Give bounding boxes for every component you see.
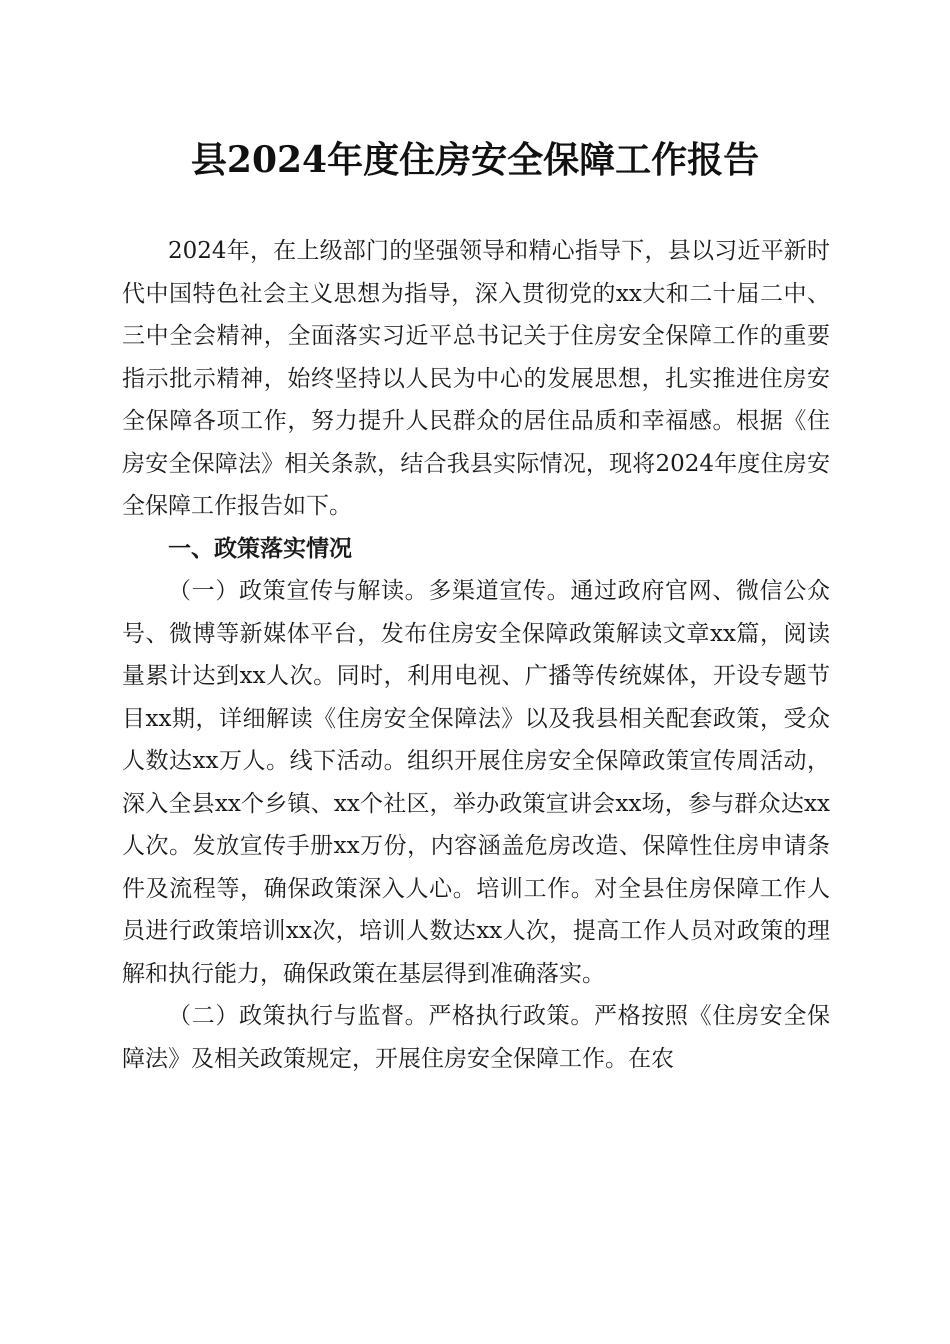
subsection-text: 多渠道宣传。通过政府官网、微信公众号、微博等新媒体平台，发布住房安全保障政策解读文章xx篇，阅读量累计达到xx人次。同时，利用电视、广播等传统媒体，开设专题节目xx期，详细解读《住房安全保障法》以及我县相关配套政策，受众人数达xx万人。线下活动。组织开展住房安全保障政策宣传周活动，深入全县xx个乡镇、xx个社区，举办政策宣讲会xx场，参与群众达xx人次。发放宣传手册xx万份，内容涵盖危房改造、保障性住房申请条件及流程等，确保政策深入人心。培训工作。对全县住房保障工作人员进行政策培训xx次，培训人数达xx人次，提高工作人员对政策的理解和执行能力，确保政策在基层得到准确落实。 bbox=[122, 578, 831, 987]
document-title: 县2024年度住房安全保障工作报告 bbox=[190, 139, 760, 181]
subsection-policy-execution bbox=[122, 995, 830, 1080]
subsection-policy-publicity bbox=[122, 570, 830, 995]
section-heading-policy-implementation: 一、政策落实情况 bbox=[168, 535, 352, 562]
document-body bbox=[122, 230, 830, 1080]
intro-paragraph: 2024年，在上级部门的坚强领导和精心指导下，县以习近平新时代中国特色社会主义思想为指导，深入贯彻党的xx大和二十届二中、三中全会精神，全面落实习近平总书记关于住房安全保障工作的重要指示批示精神，始终坚持以人民为中心的发展思想，扎实推进住房安全保障各项工作，努力提升人民群众的居住品质和幸福感。根据《住房安全保障法》相关条款，结合我县实际情况，现将2024年度住房安全保障工作报告如下。 bbox=[122, 238, 830, 519]
subsection-text: 严格执行政策。严格按照《住房安全保障法》及相关政策规定，开展住房安全保障工作。在农 bbox=[122, 1003, 831, 1072]
subsection-lead: （一）政策宣传与解读。 bbox=[168, 578, 429, 604]
subsection-lead: （二）政策执行与监督。 bbox=[168, 1003, 429, 1029]
